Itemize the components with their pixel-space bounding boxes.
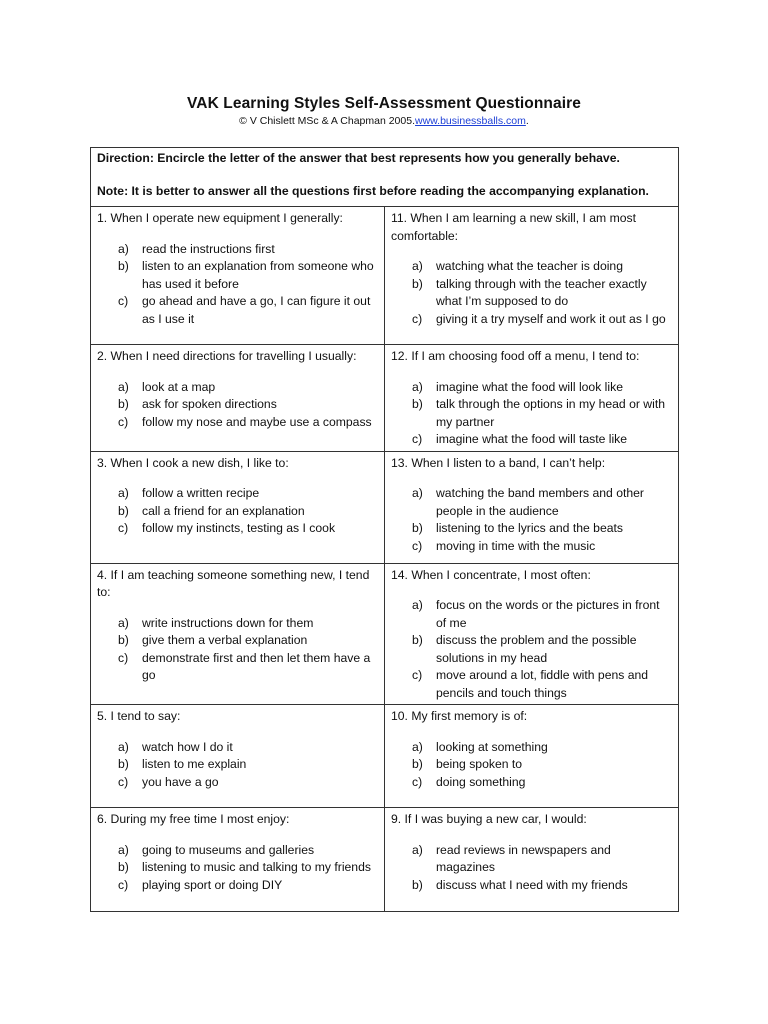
question-cell bbox=[91, 563, 385, 705]
question-row bbox=[91, 808, 679, 912]
answer-option[interactable] bbox=[97, 859, 378, 877]
option-text: talking through with the teacher exactly what I’m supposed to do bbox=[436, 276, 647, 308]
answer-option[interactable] bbox=[97, 632, 378, 650]
answer-option[interactable] bbox=[97, 756, 378, 774]
questionnaire-table bbox=[90, 147, 679, 912]
option-text: being spoken to bbox=[436, 757, 523, 771]
option-letter[interactable]: b) bbox=[412, 633, 423, 647]
option-letter[interactable]: a) bbox=[118, 739, 129, 754]
question-text: 14. When I concentrate, I most often: bbox=[391, 567, 591, 582]
answer-option[interactable] bbox=[391, 756, 672, 774]
answer-option[interactable] bbox=[97, 414, 378, 432]
answer-option[interactable] bbox=[97, 258, 378, 293]
answer-options bbox=[97, 739, 378, 792]
option-text: read reviews in newspapers and magazines bbox=[436, 842, 611, 874]
question-text: 11. When I am learning a new skill, I am most comfortable: bbox=[391, 211, 636, 243]
option-text: look at a map bbox=[142, 379, 216, 394]
option-text: call a friend for an explanation bbox=[142, 503, 305, 518]
option-letter[interactable]: b) bbox=[118, 259, 129, 273]
question-text: 5. I tend to say: bbox=[97, 709, 181, 723]
option-letter[interactable]: c) bbox=[412, 432, 423, 446]
question-cell bbox=[91, 451, 385, 563]
question-row bbox=[91, 345, 679, 452]
answer-option[interactable] bbox=[97, 774, 378, 792]
option-letter[interactable]: a) bbox=[412, 379, 423, 394]
note-text: Note: It is better to answer all the questions first before reading the accompanying explanation. bbox=[97, 183, 649, 198]
option-text: move around a lot, fiddle with pens and pencils and touch things bbox=[436, 668, 649, 700]
question-text: 6. During my free time I most enjoy: bbox=[97, 812, 290, 826]
option-text: doing something bbox=[436, 774, 526, 789]
answer-options bbox=[97, 241, 378, 329]
answer-option[interactable] bbox=[97, 485, 378, 503]
option-letter[interactable]: c) bbox=[118, 414, 129, 429]
answer-option[interactable] bbox=[391, 431, 672, 449]
option-text: giving it a try myself and work it out as I go bbox=[436, 311, 666, 326]
option-letter[interactable]: b) bbox=[412, 877, 423, 892]
question-text: 2. When I need directions for travelling I usually: bbox=[97, 349, 357, 363]
direction-cell bbox=[91, 148, 679, 207]
option-text: listening to music and talking to my friends bbox=[142, 860, 371, 874]
page-title: VAK Learning Styles Self-Assessment Questionnaire bbox=[187, 95, 581, 112]
answer-option[interactable] bbox=[391, 485, 672, 520]
option-letter[interactable]: c) bbox=[412, 538, 423, 553]
option-text: listen to an explanation from someone who has used it before bbox=[142, 259, 374, 291]
option-text: watching the band members and other people in the audience bbox=[436, 486, 644, 518]
option-letter[interactable]: c) bbox=[118, 774, 129, 789]
question-cell bbox=[91, 207, 385, 345]
answer-option[interactable] bbox=[391, 396, 672, 431]
question-cell bbox=[91, 705, 385, 808]
option-text: watching what the teacher is doing bbox=[436, 259, 623, 273]
option-letter[interactable]: a) bbox=[412, 486, 423, 500]
option-letter[interactable]: a) bbox=[118, 241, 129, 256]
question-cell bbox=[385, 563, 679, 705]
question-row bbox=[91, 207, 679, 345]
option-letter[interactable]: a) bbox=[118, 379, 129, 394]
question-text: 10. My first memory is of: bbox=[391, 709, 528, 723]
option-text: follow a written recipe bbox=[142, 486, 260, 500]
option-text: ask for spoken directions bbox=[142, 397, 277, 411]
option-letter[interactable]: c) bbox=[412, 668, 423, 682]
answer-options bbox=[391, 258, 672, 328]
direction-text: Direction: Encircle the letter of the answer that best represents how you generally behave. bbox=[97, 151, 620, 165]
answer-option[interactable] bbox=[97, 877, 378, 895]
option-text: talk through the options in my head or with my partner bbox=[436, 397, 665, 429]
option-letter[interactable]: b) bbox=[412, 521, 423, 535]
answer-option[interactable] bbox=[97, 842, 378, 860]
businessballs-link[interactable]: www.businessballs.com bbox=[415, 115, 526, 127]
option-text: listen to me explain bbox=[142, 757, 247, 771]
answer-option[interactable] bbox=[391, 877, 672, 895]
answer-option[interactable] bbox=[391, 842, 672, 877]
option-text: imagine what the food will taste like bbox=[436, 432, 628, 446]
option-letter[interactable]: c) bbox=[412, 311, 423, 326]
answer-options bbox=[391, 379, 672, 449]
option-letter[interactable]: c) bbox=[118, 877, 129, 892]
answer-option[interactable] bbox=[391, 379, 672, 397]
answer-options bbox=[391, 597, 672, 702]
option-text: looking at something bbox=[436, 739, 548, 754]
question-cell bbox=[385, 808, 679, 912]
question-cell bbox=[385, 345, 679, 452]
option-text: write instructions down for them bbox=[142, 615, 314, 630]
answer-options bbox=[97, 615, 378, 685]
option-letter[interactable]: b) bbox=[118, 860, 129, 874]
question-row bbox=[91, 563, 679, 705]
question-text: 1. When I operate new equipment I generally: bbox=[97, 211, 343, 225]
answer-option[interactable] bbox=[391, 597, 672, 632]
option-letter[interactable]: b) bbox=[118, 397, 129, 411]
option-letter[interactable]: b) bbox=[412, 397, 423, 411]
question-text: 4. If I am teaching someone something new, I tend to: bbox=[97, 567, 370, 599]
option-text: moving in time with the music bbox=[436, 538, 596, 553]
option-text: give them a verbal explanation bbox=[142, 633, 308, 647]
copyright-period: . bbox=[525, 115, 529, 127]
option-letter[interactable]: c) bbox=[118, 294, 129, 308]
question-cell bbox=[91, 345, 385, 452]
option-letter[interactable]: b) bbox=[118, 757, 129, 771]
option-text: playing sport or doing DIY bbox=[142, 877, 283, 892]
option-letter[interactable]: b) bbox=[412, 757, 423, 771]
question-cell bbox=[385, 705, 679, 808]
option-text: going to museums and galleries bbox=[142, 842, 315, 857]
question-cell bbox=[385, 207, 679, 345]
option-text: demonstrate first and then let them have a go bbox=[142, 650, 371, 682]
answer-option[interactable] bbox=[391, 538, 672, 556]
question-cell bbox=[385, 451, 679, 563]
option-text: imagine what the food will look like bbox=[436, 379, 623, 394]
answer-options bbox=[391, 842, 672, 895]
option-text: listening to the lyrics and the beats bbox=[436, 521, 623, 535]
option-text: follow my nose and maybe use a compass bbox=[142, 414, 372, 429]
answer-option[interactable] bbox=[97, 379, 378, 397]
answer-option[interactable] bbox=[391, 311, 672, 329]
answer-options bbox=[391, 739, 672, 792]
answer-options bbox=[97, 379, 378, 432]
option-letter[interactable]: c) bbox=[118, 521, 129, 535]
question-text: 9. If I was buying a new car, I would: bbox=[391, 812, 587, 826]
option-letter[interactable]: c) bbox=[118, 650, 129, 665]
answer-option[interactable] bbox=[97, 293, 378, 328]
option-text: watch how I do it bbox=[142, 739, 233, 754]
copyright-text: © V Chislett MSc & A Chapman 2005. bbox=[239, 115, 415, 127]
answer-option[interactable] bbox=[391, 258, 672, 276]
option-text: discuss what I need with my friends bbox=[436, 877, 628, 892]
question-cell bbox=[91, 808, 385, 912]
question-row bbox=[91, 451, 679, 563]
question-row bbox=[91, 705, 679, 808]
option-letter[interactable]: b) bbox=[412, 276, 423, 291]
question-text: 13. When I listen to a band, I can’t help: bbox=[391, 455, 606, 470]
answer-option[interactable] bbox=[97, 241, 378, 259]
answer-options bbox=[97, 842, 378, 895]
answer-option[interactable] bbox=[391, 739, 672, 757]
answer-option[interactable] bbox=[97, 503, 378, 521]
option-text: you have a go bbox=[142, 774, 219, 789]
answer-option[interactable] bbox=[97, 650, 378, 685]
option-letter[interactable]: b) bbox=[118, 633, 129, 647]
option-letter[interactable]: a) bbox=[412, 739, 423, 754]
copyright-line bbox=[0, 115, 768, 127]
option-text: discuss the problem and the possible solutions in my head bbox=[436, 633, 637, 665]
option-text: go ahead and have a go, I can figure it out as I use it bbox=[142, 294, 371, 326]
answer-option[interactable] bbox=[391, 774, 672, 792]
option-letter[interactable]: c) bbox=[412, 774, 423, 789]
answer-option[interactable] bbox=[97, 396, 378, 414]
option-letter[interactable]: a) bbox=[412, 842, 423, 857]
answer-option[interactable] bbox=[391, 276, 672, 311]
option-letter[interactable]: a) bbox=[412, 259, 423, 273]
question-text: 3. When I cook a new dish, I like to: bbox=[97, 455, 289, 470]
answer-option[interactable] bbox=[97, 520, 378, 538]
answer-options bbox=[391, 485, 672, 555]
option-letter[interactable]: b) bbox=[118, 503, 129, 518]
option-letter[interactable]: a) bbox=[118, 486, 129, 500]
answer-option[interactable] bbox=[391, 632, 672, 667]
answer-options bbox=[97, 485, 378, 538]
answer-option[interactable] bbox=[97, 615, 378, 633]
option-text: read the instructions first bbox=[142, 241, 275, 256]
question-text: 12. If I am choosing food off a menu, I tend to: bbox=[391, 349, 640, 363]
option-letter[interactable]: a) bbox=[412, 598, 423, 612]
option-letter[interactable]: a) bbox=[118, 842, 129, 857]
direction-row bbox=[91, 148, 679, 207]
answer-option[interactable] bbox=[97, 739, 378, 757]
answer-option[interactable] bbox=[391, 667, 672, 702]
option-letter[interactable]: a) bbox=[118, 615, 129, 630]
answer-option[interactable] bbox=[391, 520, 672, 538]
option-text: focus on the words or the pictures in front of me bbox=[436, 598, 660, 630]
option-text: follow my instincts, testing as I cook bbox=[142, 521, 336, 535]
